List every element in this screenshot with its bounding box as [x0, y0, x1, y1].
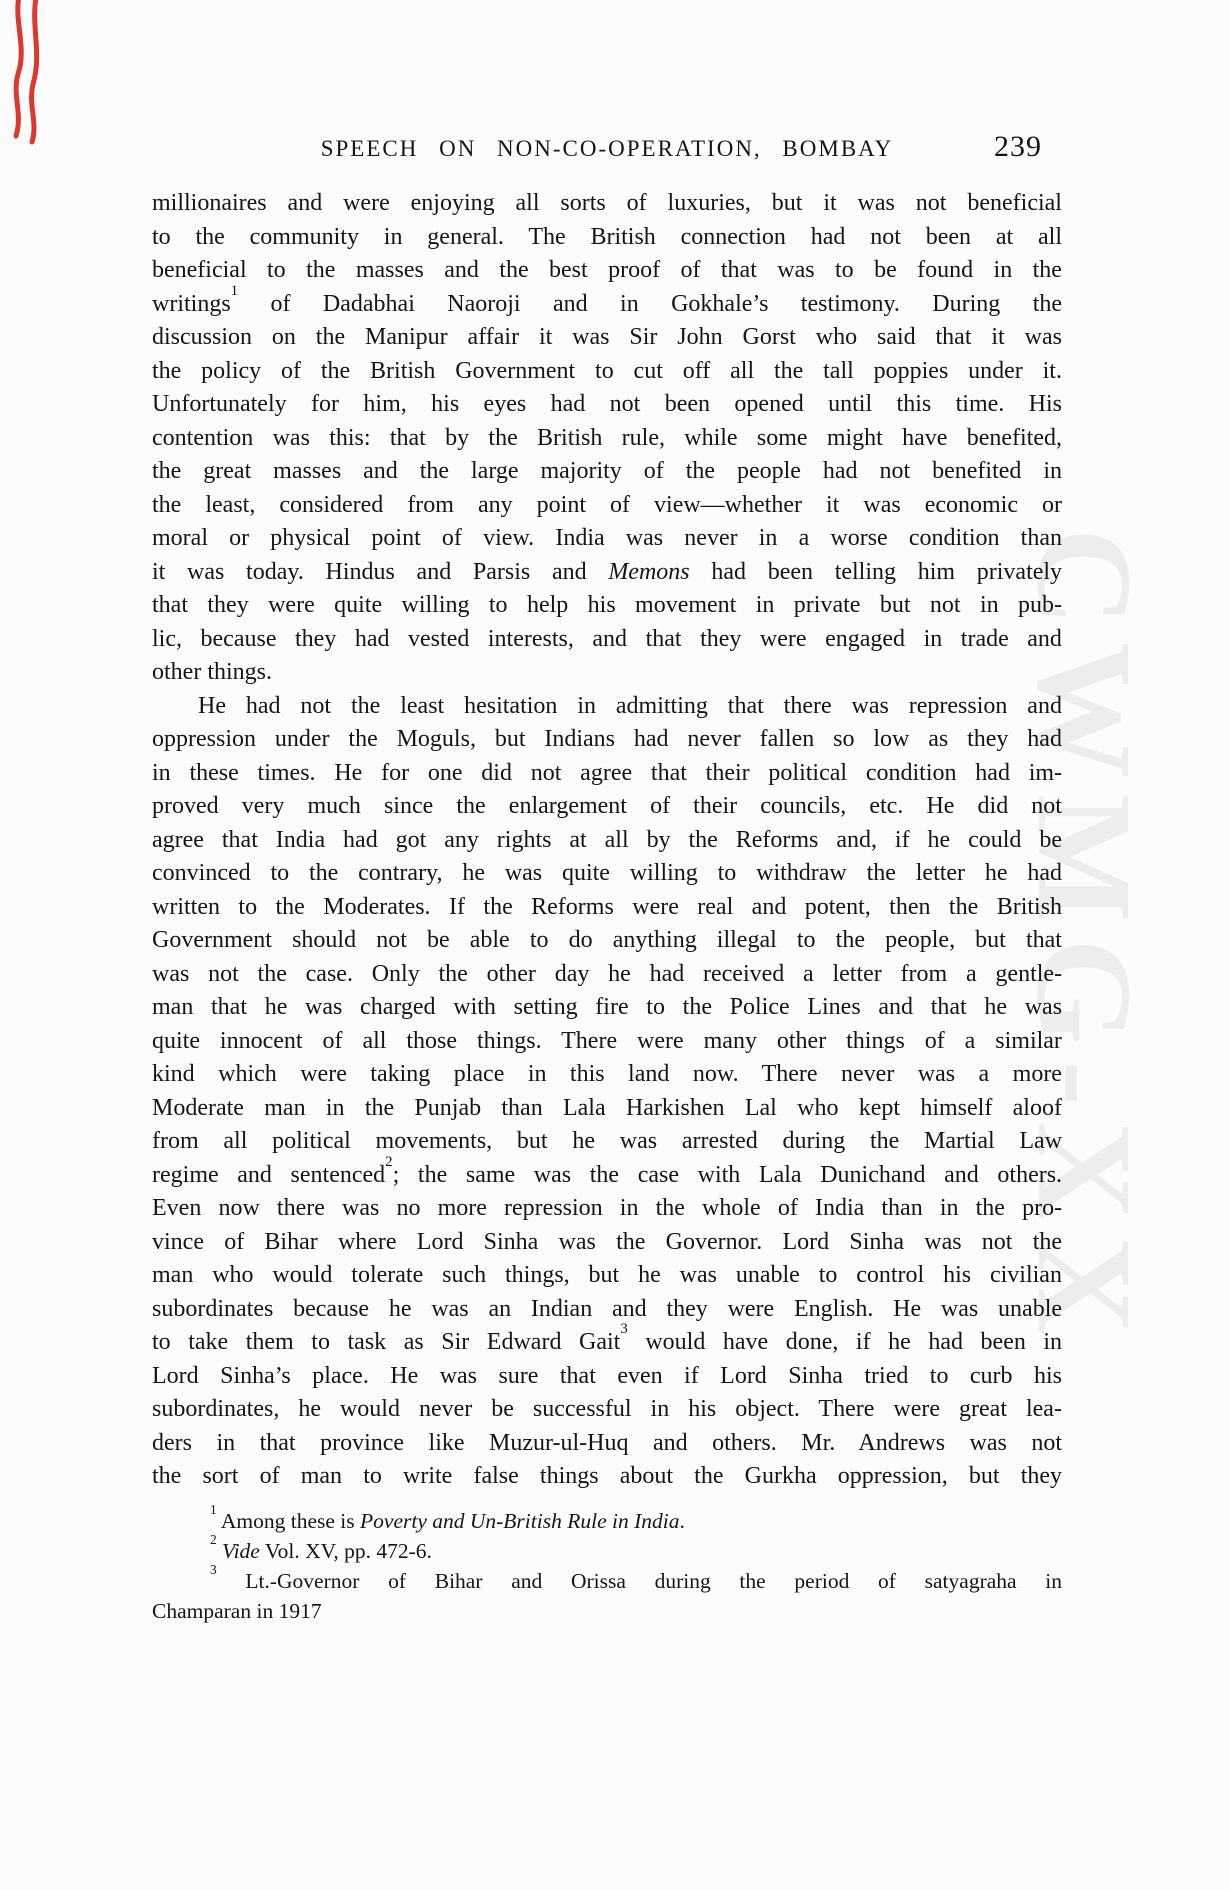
text-line-content: was not the case. Only the other day he had received a letter from a gentle-: [152, 960, 1063, 987]
text-line-content: He had not the least hesitation in admitting that there was repression and: [198, 692, 1062, 719]
text-line-content: writings$^1$ of Dadabhai Naoroji and in Gokhale’s testimony. During the: [152, 282, 1063, 317]
text-line: [152, 1153, 1063, 1193]
text-line: [152, 422, 1062, 456]
text-line-content: the great masses and the large majority of the people had not benefited in: [152, 458, 1063, 484]
text-line-content: moral or physical point of view. India was never in a worse condition than: [152, 525, 1063, 551]
text-line: [152, 355, 1062, 389]
text-line-content: the least, considered from any point of view—whether it was economic or: [152, 491, 1063, 518]
text-line-content: it was today. Hindus and Parsis and Memons had been telling him privately: [152, 558, 1063, 585]
text-line: [152, 187, 1062, 221]
text-line-content: subordinates because he was an Indian and they were English. He was unable: [152, 1295, 1063, 1322]
text-line-content: $^2$ Vide Vol. XV, pp. 472-6.: [210, 1531, 432, 1563]
text-line: [152, 824, 1062, 858]
text-line-content: $^3$ Lt.-Governor of Bihar and Orissa during the period of satyagraha in: [210, 1561, 1062, 1593]
text-line-content: ders in that province like Muzur-ul-Huq and others. Mr. Andrews was not: [152, 1429, 1062, 1456]
text-line-content: quite innocent of all those things. There were many other things of a similar: [152, 1027, 1062, 1054]
text-line: [152, 690, 1062, 724]
text-line-content: lic, because they had vested interests, and that they were engaged in trade and: [152, 625, 1062, 652]
running-header: [152, 130, 1062, 170]
text-line: [152, 1427, 1062, 1461]
text-line: [152, 1321, 1063, 1360]
text-line-content: the policy of the British Government to cut off all the tall poppies under it.: [152, 357, 1062, 384]
text-line-content: subordinates, he would never be successful in his object. There were great lea-: [152, 1396, 1062, 1422]
text-line-content: millionaires and were enjoying all sorts of luxuries, but it was not beneficial: [152, 190, 1062, 216]
text-line: [152, 1192, 1062, 1226]
text-line: [152, 1259, 1062, 1293]
text-line: [152, 489, 1062, 523]
text-line: [152, 1501, 1062, 1536]
text-line-content: Champaran in 1917: [152, 1599, 322, 1623]
pen-stroke: [16, 0, 21, 136]
text-line-content: other things.: [152, 659, 272, 685]
text-line-content: kind which were taking place in this land now. There never was a more: [152, 1061, 1062, 1087]
text-line: [152, 623, 1062, 657]
text-line: [152, 254, 1062, 288]
text-line: [152, 1596, 1062, 1626]
text-line-content: convinced to the contrary, he was quite willing to withdraw the letter he had: [152, 860, 1063, 886]
text-line: [152, 589, 1062, 623]
text-line-content: in these times. He for one did not agree that their political condition had im-: [152, 759, 1063, 786]
text-line: [152, 958, 1062, 992]
text-line: [152, 1393, 1062, 1427]
volume-watermark: CWMG-XX: [1009, 528, 1159, 1351]
text-line: [152, 1531, 1062, 1566]
text-line-content: Lord Sinha’s place. He was sure that even if Lord Sinha tried to curb his: [152, 1362, 1062, 1389]
text-line-content: that they were quite willing to help his movement in private but not in pub-: [152, 592, 1062, 618]
text-line-content: vince of Bihar where Lord Sinha was the Governor. Lord Sinha was not the: [152, 1228, 1063, 1255]
text-line: [152, 321, 1062, 355]
text-line: [152, 282, 1063, 322]
text-line: [152, 1092, 1062, 1126]
text-line-content: Even now there was no more repression in the whole of India than in the pro-: [152, 1195, 1063, 1221]
text-line: [152, 1460, 1062, 1494]
text-line: [152, 1058, 1062, 1092]
text-line-content: proved very much since the enlargement of their councils, etc. He did not: [152, 793, 1062, 819]
text-line-content: Government should not be able to do anything illegal to the people, but that: [152, 927, 1062, 953]
body-text: [152, 187, 1062, 1494]
page-number: 239: [994, 130, 1042, 163]
text-line-content: man who would tolerate such things, but he was unable to control his civilian: [152, 1262, 1062, 1288]
text-line: [152, 1360, 1062, 1394]
text-line: [152, 1293, 1062, 1327]
text-line: [152, 455, 1062, 489]
text-line-content: to take them to task as Sir Edward Gait$^3$ would have done, if he had been in: [152, 1321, 1063, 1355]
text-line-content: discussion on the Manipur affair it was Sir John Gorst who said that it was: [152, 324, 1062, 350]
text-line: [152, 790, 1062, 824]
text-line-content: regime and sentenced$^2$; the same was the case with Lala Dunichand and others.: [152, 1153, 1063, 1188]
text-line: [152, 924, 1062, 958]
pen-stroke: [32, 0, 37, 142]
text-line: [152, 891, 1062, 925]
text-line-content: Moderate man in the Punjab than Lala Harkishen Lal who kept himself aloof: [152, 1094, 1062, 1121]
text-line-content: man that he was charged with setting fire to the Police Lines and that he was: [152, 994, 1063, 1020]
text-line: [152, 656, 1062, 690]
text-line: [152, 522, 1062, 556]
text-line-content: the sort of man to write false things about the Gurkha oppression, but they: [152, 1463, 1063, 1489]
header-title: SPEECH ON NON-CO-OPERATION, BOMBAY: [320, 136, 894, 161]
text-line: [152, 1125, 1062, 1159]
text-line: [152, 757, 1062, 791]
text-line-content: beneficial to the masses and the best proof of that was to be found in the: [152, 257, 1062, 283]
text-line: [152, 991, 1062, 1025]
text-line-content: Unfortunately for him, his eyes had not been opened until this time. His: [152, 391, 1063, 417]
text-line: [152, 723, 1062, 757]
red-pen-scribble: [4, 0, 64, 151]
text-line: [152, 1226, 1062, 1260]
text-line-content: agree that India had got any rights at all by the Reforms and, if he could be: [152, 826, 1062, 853]
text-line: [152, 1561, 1062, 1596]
text-line: [152, 556, 1062, 590]
text-line-content: oppression under the Moguls, but Indians had never fallen so low as they had: [152, 726, 1062, 752]
text-line: [152, 221, 1062, 255]
text-line-content: to the community in general. The British connection had not been at all: [152, 223, 1063, 250]
footnotes: [152, 1501, 1062, 1626]
text-line-content: contention was this: that by the British rule, while some might have benefited,: [152, 424, 1062, 451]
text-line-content: written to the Moderates. If the Reforms were real and potent, then the British: [152, 893, 1063, 920]
text-line: [152, 1025, 1062, 1059]
text-line: [152, 388, 1062, 422]
text-line-content: $^1$ Among these is Poverty and Un-British Rule in India.: [210, 1501, 685, 1533]
text-line-content: from all political movements, but he was arrested during the Martial Law: [152, 1128, 1063, 1154]
text-line: [152, 857, 1062, 891]
